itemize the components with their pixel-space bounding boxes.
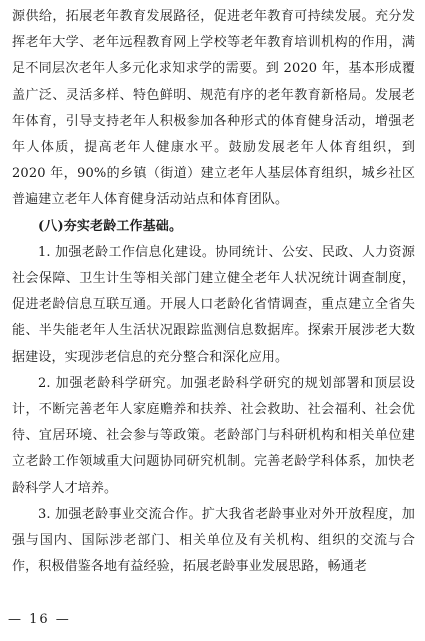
paragraph-exchange-cooperation: 3. 加强老龄事业交流合作。扩大我省老龄事业对外开放程度，加强与国内、国际涉老部门、相关单位及有关机构、组织的交流与合作，积极借鉴各地有益经验，拓展老龄事业发展思路，畅通老 xyxy=(12,506,415,575)
page-number: — 16 — xyxy=(8,612,71,627)
section-heading-8: (八)夯实老龄工作基础。 xyxy=(38,218,183,234)
paragraph-research: 2. 加强老龄科学研究。加强老龄科学研究的规划部署和顶层设计，不断完善老年人家庭赡养和扶养、社会救助、社会福利、社会优待、宜居环境、社会参与等政策。老龄部门与科研机构和相关单位建立老龄工作领域重大问题协同研究机制。完善老龄学科体系，加快老龄科学人才培养。 xyxy=(12,375,415,496)
paragraph-education-sports: 源供给，拓展老年教育发展路径，促进老年教育可持续发展。充分发挥老年大学、老年远程教育网上学校等老年教育培训机构的作用，满足不同层次老年人多元化求知求学的需要。到 2020 年，基本形成覆盖广泛、灵活多样、特色鲜明、规范有序的老年教育新格局。发展老年体育，引导支持老年人积极参加各种形式的体育健身活动，增强老年人体质，提高老年人健康水平。鼓励发展老年人体育组织，到 2020 年，90%的乡镇（街道）建立老年人基层体育组织，城乡社区普遍建立老年人体育健身活动站点和体育团队。 xyxy=(12,9,415,208)
paragraph-informatization: 1. 加强老龄工作信息化建设。协同统计、公安、民政、人力资源社会保障、卫生计生等相关部门建立健全老年人状况统计调查制度，促进老龄信息互联互通。开展人口老龄化省情调查，重点建立全省失能、半失能老年人生活状况跟踪监测信息数据库。探索开展涉老大数据建设，实现涉老信息的充分整合和深化应用。 xyxy=(12,244,415,365)
